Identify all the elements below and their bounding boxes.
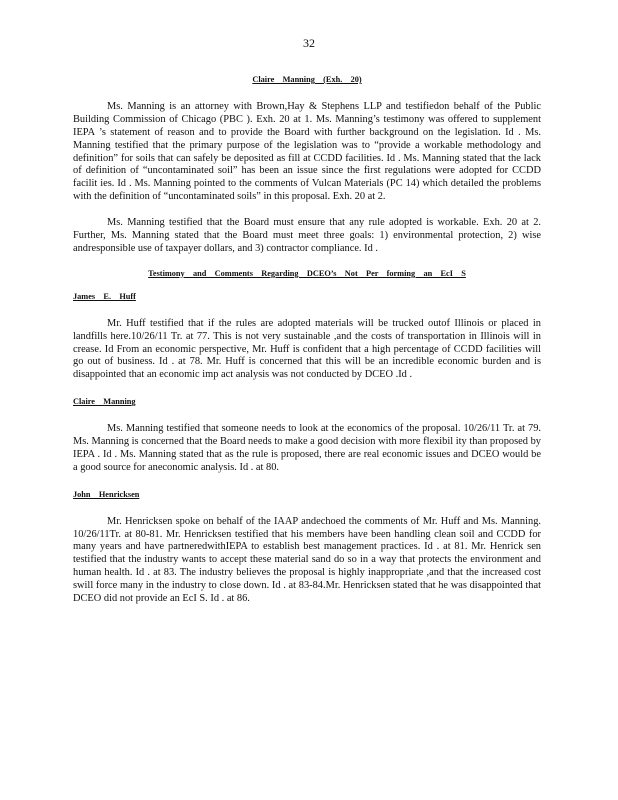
section-heading-dceo: Testimony and Comments Regarding DCEO’s Not Per forming an EcI S — [148, 268, 466, 278]
paragraph-manning-3: Ms. Manning testified that someone needs to look at the economics of the proposal. 10/26/11 Tr. at 79. Ms. Manning is concerned that the Board needs to make a good decision with more flexibil ity than proposed by IEPA . Id . Ms. Manning stated that as the rule is proposed, there are real economic issues and DCEO would be a good source for aneconomic analysis. Id . at 80. — [73, 423, 541, 473]
section-heading-manning: Claire Manning — [73, 397, 136, 407]
document-body — [73, 74, 541, 606]
section-heading-manning-exh20: Claire Manning (Exh. 20) — [252, 75, 362, 84]
section-heading-huff: James E. Huff — [73, 291, 136, 301]
paragraph-huff: Mr. Huff testified that if the rules are adopted materials will be trucked outof Illinois or placed in landfills here.10/26/11 Tr. at 77. This is not very sustainable ,and the costs of transportation in Illinois will in crease. Id From an economic perspective, Mr. Huff is confident that a high percentage of CCDD facilities will go out of business. Id . at 78. Mr. Huff is concerned that this will be an incredible economic burden and is disappointed that an economic imp act analysis was not conducted by DCEO .Id . — [73, 317, 541, 381]
paragraph-manning-2: Ms. Manning testified that the Board must ensure that any rule adopted is workable. Exh. 20 at 2. Further, Ms. Manning stated that the Board must meet three goals: 1) environmental protection, 2) wise andresponsible use of taxpayer dollars, and 3) contractor compliance. Id . — [73, 217, 541, 254]
page-number: 32 — [303, 36, 315, 50]
paragraph-manning-1: Ms. Manning is an attorney with Brown,Hay & Stephens LLP and testifiedon behalf of the Public Building Commission of Chicago (PBC ). Exh. 20 at 1. Ms. Manning’s testimony was offered to supplement IEPA ’s statement of reason and to provide the Board with further background on the legislation. Id . Ms. Manning testified that the primary purpose of the legislation was to “provide a workable methodology and definition” for soils that can safely be deposited as fill at CCDD facilities. Id . Ms. Manning stated that the lack of definition of “uncontaminated soil” has been an issue since the first regulations were adopted for CCDD facilit ies. Id . Ms. Manning pointed to the comments of Vulcan Materials (PC 14) which detailed the problems with the definition of “uncontaminated soils” in this proposal. Exh. 20 at 2. — [73, 100, 541, 203]
section-heading-henricksen: John Henricksen — [73, 489, 140, 499]
paragraph-henricksen: Mr. Henricksen spoke on behalf of the IAAP andechoed the comments of Mr. Huff and Ms. Manning. 10/26/11Tr. at 80-81. Mr. Henricksen testified that his members have been handling clean soil and CCDD for many years and have partneredwithIEPA to establish best management practices. Id . at 81. Mr. Henrick sen testified that the industry wants to accept these material sand do so in a way that protects the environment and human health. Id . at 83. The industry believes the proposal is highly inappropriate ,and that the increased cost swill force many in the industry to close down. Id . at 83-84.Mr. Henricksen stated that he was disappointed that DCEO did not provide an EcI S. Id . at 86. — [73, 515, 541, 605]
